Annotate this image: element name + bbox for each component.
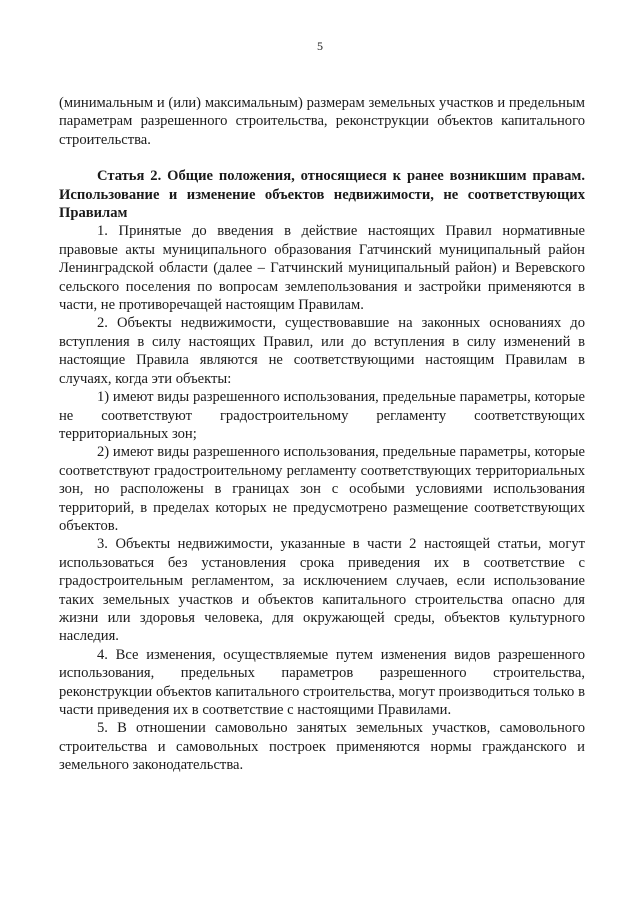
paragraph-1: 1. Принятые до введения в действие настоящих Правил нормативные правовые акты муниципального образования Гатчинский муниципальный район Ленинградской области (далее – Гатчинский муниципальный район) и Веревского сельского поселения по вопросам землепользования и застройки применяются в части, не противоречащей настоящим Правилам.: [59, 223, 585, 314]
paragraph-3: 3. Объекты недвижимости, указанные в части 2 настоящей статьи, могут использоваться без установления срока приведения их в соответствие с градостроительным регламентом, за исключением случаев, если использование таких земельных участков и объектов капитального строительства опасно для жизни или здоровья человека, для окружающей среды, объектов культурного наследия.: [59, 536, 585, 645]
paragraph-2: 2. Объекты недвижимости, существовавшие на законных основаниях до вступления в силу настоящих Правил, или до вступления в силу изменений в настоящие Правила являются не соответствующими настоящим Правилам в случаях, когда эти объекты:: [59, 315, 585, 387]
subparagraph-1: 1) имеют виды разрешенного использования, предельные параметры, которые не соответствуют градостроительному регламенту соответствующих территориальных зон;: [59, 389, 585, 442]
document-body: [59, 94, 585, 775]
intro-paragraph: (минимальным и (или) максимальным) размерам земельных участков и предельным параметрам разрешенного строительства, реконструкции объектов капитального строительства.: [59, 95, 585, 148]
paragraph-4: 4. Все изменения, осуществляемые путем изменения видов разрешенного использования, предельных параметров разрешенного строительства, реконструкции объектов капитального строительства, могут производиться только в части приведения их в соответствие с настоящими Правилами.: [59, 646, 585, 718]
paragraph-5: 5. В отношении самовольно занятых земельных участков, самовольного строительства и самовольных построек применяются нормы гражданского и земельного законодательства.: [59, 720, 585, 774]
article-title: Статья 2. Общие положения, относящиеся к ранее возникшим правам. Использование и изменение объектов недвижимости, не соответствующих Правилам: [59, 168, 585, 222]
subparagraph-2: 2) имеют виды разрешенного использования, предельные параметры, которые соответствуют градостроительному регламенту соответствующих территориальных зон, но расположены в границах зон с особыми условиями использования территорий, в пределах которых не предусмотрено размещение соответствующих объектов.: [59, 444, 585, 534]
page-number: 5: [317, 39, 323, 53]
